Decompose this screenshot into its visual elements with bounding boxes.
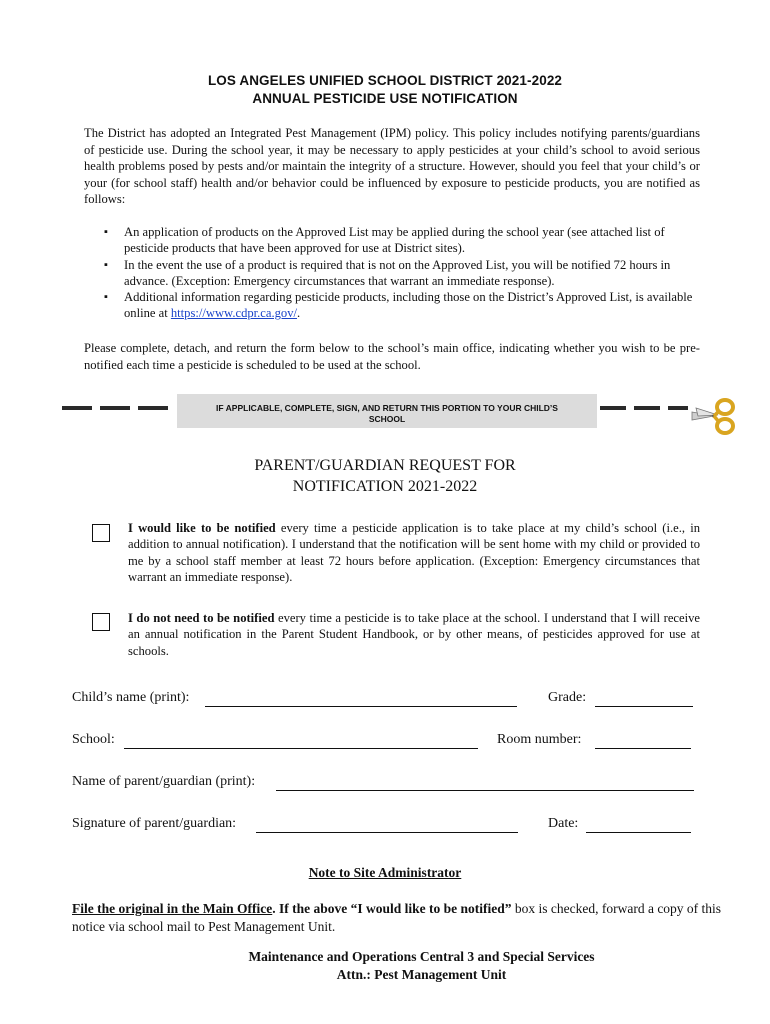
cdpr-link[interactable]: https://www.cdpr.ca.gov/ [170, 306, 298, 321]
parent-name-label: Name of parent/guardian (print): [72, 774, 256, 789]
cut-banner-line2: SCHOOL [368, 414, 406, 424]
childs-name-field[interactable] [205, 706, 517, 707]
cut-banner-line1: IF APPLICABLE, COMPLETE, SIGN, AND RETURN THIS PORTION TO YOUR CHILD’S [216, 403, 558, 413]
grade-field[interactable] [595, 706, 693, 707]
notify-checkbox[interactable] [92, 524, 110, 542]
file-original-text: File the original in the Main Office [72, 901, 273, 916]
admin-instructions [72, 900, 732, 936]
bullet-item: ▪ In the event the use of a product is required that is not on the Approved List, you will be notified 72 hours in advance. (Exception: Emergency circumstances that warrant an immediate response). [104, 257, 700, 290]
scissors-icon [690, 394, 738, 438]
option-notify-bold: I would like to be notified [128, 521, 276, 535]
bullet-item [104, 289, 700, 322]
bullet-item: ▪ An application of products on the Approved List may be applied during the school year (see attached list of pesticide products that have been approved for use at District sites). [104, 224, 700, 257]
school-label: School: [72, 732, 115, 747]
cut-dash [600, 406, 626, 410]
cut-banner-text [177, 403, 597, 425]
option-no-notify-body: every time a pesticide is to take place at the school. I understand that I will receive an annual notification in the Parent Student Handbook, or by other means, of pesticides approved for use at schools. [128, 611, 700, 658]
signature-field[interactable] [256, 832, 518, 833]
no-notify-checkbox[interactable] [92, 613, 110, 631]
option-no-notify-text [128, 610, 700, 659]
form-subtitle: NOTIFICATION 2021-2022 [292, 478, 478, 495]
option-notify-body: every time a pesticide application is to take place at my child’s school (i.e., in addition to annual notification). I understand that the notification will be sent home with my child or provided to me by a school staff member at least 72 hours before application. (Exception: Emergency circumstances that warrant an immediate response). [128, 521, 700, 584]
cut-dash [634, 406, 660, 410]
file-bold-text: . If the above “I would like to be notified” [272, 901, 512, 916]
room-number-field[interactable] [595, 748, 691, 749]
school-field[interactable] [124, 748, 478, 749]
option-no-notify-bold: I do not need to be notified [128, 611, 275, 625]
form-title: PARENT/GUARDIAN REQUEST FOR [254, 457, 516, 474]
childs-name-label: Child’s name (print): [72, 690, 190, 705]
mo-address-line2: Attn.: Pest Management Unit [336, 967, 507, 982]
closing-paragraph: Please complete, detach, and return the form below to the school’s main office, indicating whether you wish to be pre-notified each time a pesticide is scheduled to be used at the school. [84, 341, 700, 372]
grade-label: Grade: [548, 690, 587, 705]
document-subtitle: ANNUAL PESTICIDE USE NOTIFICATION [252, 91, 518, 106]
date-field[interactable] [586, 832, 691, 833]
parent-name-field[interactable] [276, 790, 694, 791]
intro-paragraph: The District has adopted an Integrated Pest Management (IPM) policy. This policy includes notifying parents/guardians of pesticide use. During the school year, it may be necessary to apply pesticides at your child’s school to avoid serious health problems posed by pests and/or maintain the integrity of a structure. However, should you feel that your child’s or your (for school staff) health and/or behavior could be influenced by exposure to pesticide products, you are notified as follows: [84, 126, 700, 207]
cut-dash [100, 406, 130, 410]
bullet-end: . [297, 306, 301, 321]
signature-label: Signature of parent/guardian: [72, 816, 237, 831]
cut-dash [138, 406, 168, 410]
bullet-text: Additional information regarding pesticide products, including those on the District’s Approved List, is available online at [124, 290, 693, 321]
room-number-label: Room number: [497, 732, 582, 747]
file-rest-text: box is checked, forward a copy of this notice via school mail to Pest Management Unit. [72, 901, 722, 934]
admin-note-title: Note to Site Administrator [308, 865, 462, 880]
notification-bullets [104, 224, 700, 322]
mo-address-line1: Maintenance and Operations Central 3 and Special Services [248, 949, 595, 964]
option-notify-text [128, 520, 700, 585]
cut-dash [668, 406, 688, 410]
cut-dash [62, 406, 92, 410]
date-label: Date: [548, 816, 579, 831]
document-title: LOS ANGELES UNIFIED SCHOOL DISTRICT 2021-2022 [207, 73, 563, 88]
